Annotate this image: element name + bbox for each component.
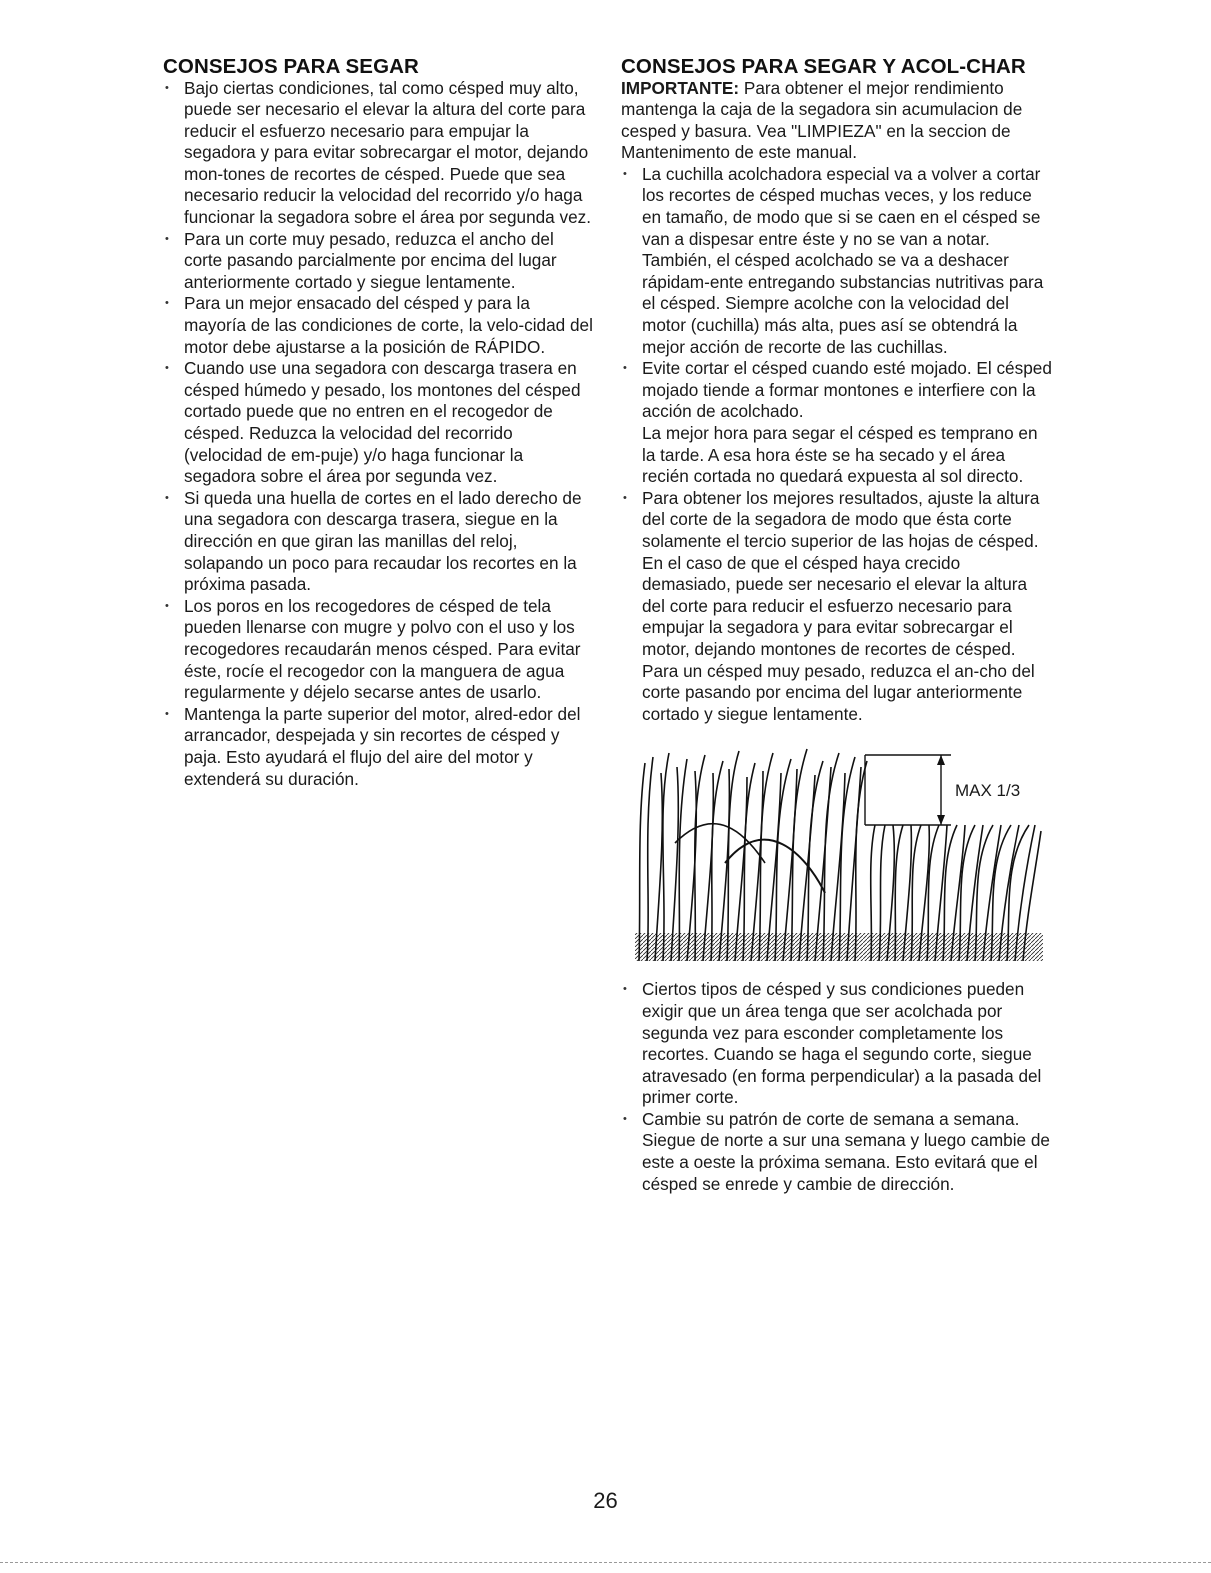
tall-grass xyxy=(639,749,867,961)
important-text: Para obtener el mejor rendimiento mantenga la caja de la segadora sin acumulacion de cesped y basura. Vea "LIMPIEZA" en la seccion de Mantenimento de este manual. xyxy=(621,77,1023,163)
list-item: • Para un corte muy pesado, reduzca el ancho del corte pasando parcialmente por encima del lugar anteriormente cortado y siegue lentamente. xyxy=(163,229,595,294)
list-item: • Mantenga la parte superior del motor, alred-edor del arrancador, despejada y sin recortes de césped y paja. Esto ayudará el flujo del aire del motor y extenderá su duración. xyxy=(163,704,595,790)
list-item: • La cuchilla acolchadora especial va a volver a cortar los recortes de césped muchas veces, y los reduce en tamaño, de modo que si se caen en el césped se van a dispesar entre éste y no se van a notar. También, el césped acolchado se va a deshacer rápidam-ente entregando substancias nutritivas para el césped. Siempre acolche con la velocidad del motor (cuchilla) más alta, pues así se obtendrá la mejor acción de recorte de las cuchillas. xyxy=(621,164,1053,358)
important-note xyxy=(621,78,1053,164)
list-item: • Ciertos tipos de césped y sus condiciones pueden exigir que un área tenga que ser acolchada por segunda vez para esconder completamente los recortes. Cuando se haga el segundo corte, siegue atravesado (en forma perpendicular) a la pasada del primer corte. xyxy=(621,979,1053,1109)
list-item: • Cuando use una segadora con descarga trasera en césped húmedo y pesado, los montones del césped cortado puede que no entren en el recogedor de césped. Reduzca la velocidad del recorrido (velocidad de em-puje) y/o haga funcionar la segadora sobre el área por segunda vez. xyxy=(163,358,595,488)
left-column xyxy=(163,56,595,790)
important-label: IMPORTANTE: xyxy=(621,77,740,98)
section-title-mulching-tips: CONSEJOS PARA SEGAR Y ACOL-CHAR xyxy=(621,55,1026,78)
mulching-tips-list xyxy=(621,164,1053,725)
arrow-up-icon xyxy=(937,755,945,765)
mowing-tips-list xyxy=(163,78,595,791)
grass-illustration xyxy=(635,743,1043,961)
list-item: • Para obtener los mejores resultados, ajuste la altura del corte de la segadora de modo que ésta corte solamente el tercio superior de las hojas de césped. En el caso de que el césped haya crecido demasiado, puede ser necesario el elevar la altura del corte para reducir el esfuerzo necesario para empujar la segadora y para evitar sobrecargar el motor, dejando montones de recortes de césped. Para un césped muy pesado, reduzca el an-cho del corte pasando por encima del lugar anteriormente cortado y siegue lentamente. xyxy=(621,488,1053,726)
section-title-mowing-tips: CONSEJOS PARA SEGAR xyxy=(163,55,419,78)
right-column xyxy=(621,56,1053,1195)
max-one-third-label: MAX 1/3 xyxy=(955,781,1021,801)
arrow-down-icon xyxy=(937,815,945,825)
page-bottom-rule xyxy=(0,1562,1211,1564)
list-item: • Cambie su patrón de corte de semana a semana. Siegue de norte a sur una semana y luego cambie de este a oeste la próxima semana. Esto evitará que el césped se enrede y cambie de dirección. xyxy=(621,1109,1053,1195)
mulching-tips-list-continued xyxy=(621,979,1053,1195)
list-item: • Para un mejor ensacado del césped y para la mayoría de las condiciones de corte, la velo-cidad del motor debe ajustarse a la posición de RÁPIDO. xyxy=(163,293,595,358)
page-number: 26 xyxy=(593,1488,618,1513)
list-item: • Los poros en los recogedores de césped de tela pueden llenarse con mugre y polvo con el uso y los recogedores recaudarán menos césped. Para evitar éste, rocíe el recogedor con la manguera de agua regularmente y déjelo secarse antes de usarlo. xyxy=(163,596,595,704)
grass-cut-height-illustration xyxy=(635,743,1043,961)
max-height-bracket xyxy=(865,755,951,825)
list-item: • Evite cortar el césped cuando esté mojado. El césped mojado tiende a formar montones e interfiere con la acción de acolchado. La mejor hora para segar el césped es temprano en la tarde. A esa hora éste se ha secado y el área recién cortada no quedará expuesta al sol directo. xyxy=(621,358,1053,488)
list-item: • Bajo ciertas condiciones, tal como césped muy alto, puede ser necesario el elevar la altura del corte para reducir el esfuerzo necesario para empujar la segadora y para evitar sobrecargar el motor, dejando mon-tones de recortes de césped. Puede que sea necesario reducir la velocidad del recorrido y/o haga funcionar la segadora sobre el área por segunda vez. xyxy=(163,78,595,229)
list-item: • Si queda una huella de cortes en el lado derecho de una segadora con descarga trasera, siegue en la dirección en que giran las manillas del reloj, solapando un poco para recaudar los recortes en la próxima pasada. xyxy=(163,488,595,596)
